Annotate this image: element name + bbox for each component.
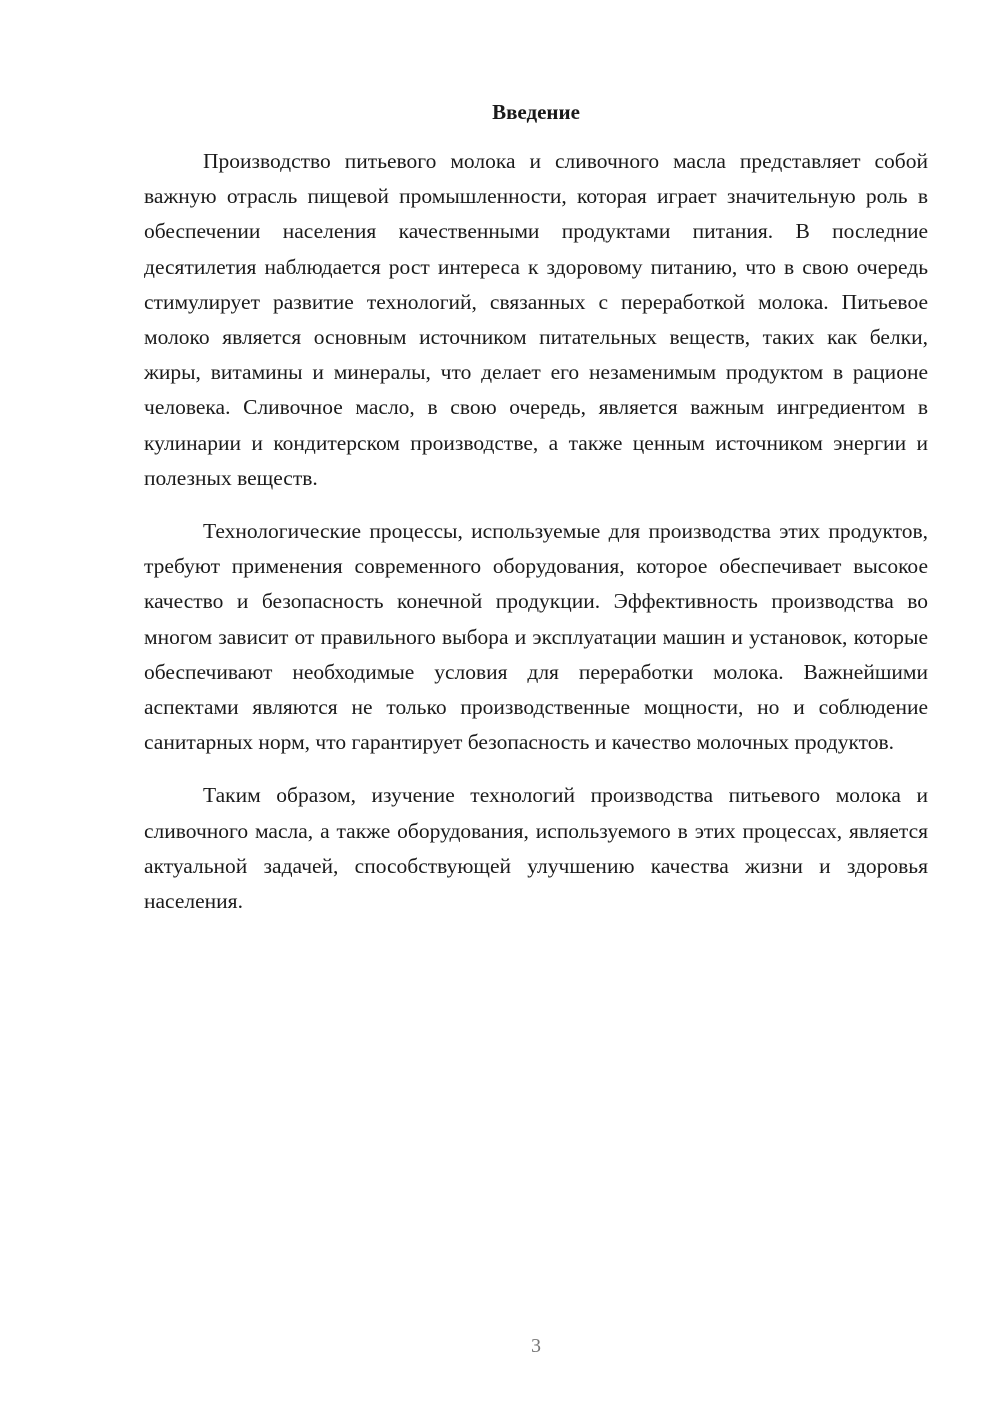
- paragraph-2: Технологические процессы, используемые для производства этих продуктов, требуют применения современного оборудования, которое обеспечивает высокое качество и безопасность конечной продукции. Эффективность производства во многом зависит от правильного выбора и эксплуатации машин и установок, которые обеспечивают необходимые условия для переработки молока. Важнейшими аспектами являются не только производственные мощности, но и соблюдение санитарных норм, что гарантирует безопасность и качество молочных продуктов.: [144, 519, 928, 755]
- section-heading: Введение: [492, 100, 580, 124]
- page-number: 3: [531, 1335, 541, 1357]
- paragraph-1: Производство питьевого молока и сливочного масла представляет собой важную отрасль пищевой промышленности, которая играет значительную роль в обеспечении населения качественными продуктами питания. В последние десятилетия наблюдается рост интереса к здоровому питанию, что в свою очередь стимулирует развитие технологий, связанных с переработкой молока. Питьевое молоко является основным источником питательных веществ, таких как белки, жиры, витамины и минералы, что делает его незаменимым продуктом в рационе человека. Сливочное масло, в свою очередь, является важным ингредиентом в кулинарии и кондитерском производстве, а также ценным источником энергии и полезных веществ.: [144, 149, 928, 490]
- body-text: [144, 144, 928, 937]
- paragraph-3: Таким образом, изучение технологий производства питьевого молока и сливочного масла, а также оборудования, используемого в этих процессах, является актуальной задачей, способствующей улучшению качества жизни и здоровья населения.: [144, 783, 928, 914]
